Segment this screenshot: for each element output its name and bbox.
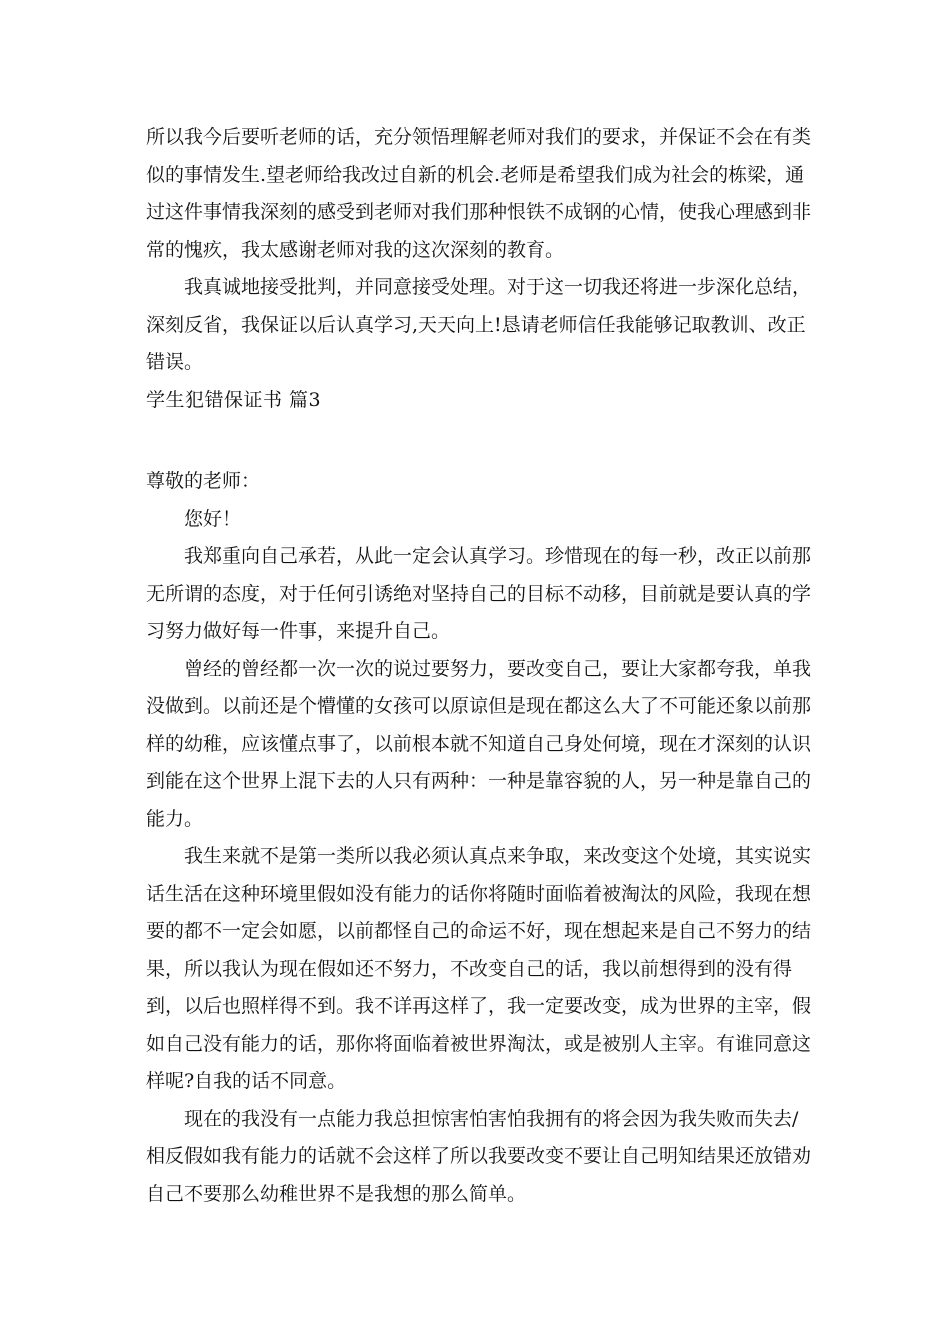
paragraph-6: 现在的我没有一点能力我总担惊害怕害怕我拥有的将会因为我失败而失去/相反假如我有能力的话就不会这样了所以我要改变不要让自己明知结果还放错劝自己不要那么幼稚世界不是我想的那么简单。	[146, 1107, 812, 1205]
greeting: 您好！	[184, 507, 242, 530]
salutation: 尊敬的老师：	[146, 470, 261, 492]
section-title: 学生犯错保证书 篇3	[146, 388, 322, 411]
section-spacer	[146, 419, 811, 463]
paragraph-3: 我郑重向自己承若，从此一定会认真学习。珍惜现在的每一秒，改正以前那无所谓的态度，对于任何引诱绝对坚持自己的目标不动移，目前就是要认真的学习努力做好每一件事，来提升自己。	[146, 545, 812, 642]
paragraph-1: 所以我今后要听老师的话，充分领悟理解老师对我们的要求，并保证不会在有类似的事情发生.望老师给我改过自新的机会.老师是希望我们成为社会的栋梁，通过这件事情我深刻的感受到老师对我们那种恨铁不成钢的心情，使我心理感到非常的愧疚，我太感谢老师对我的这次深刻的教育。	[146, 126, 812, 261]
document-body	[146, 119, 811, 1213]
paragraph-2: 我真诚地接受批判，并同意接受处理。对于这一切我还将进一步深化总结，深刻反省，我保证以后认真学习,天天向上!恳请老师信任我能够记取教训、改正错误。	[146, 276, 812, 373]
paragraph-5: 我生来就不是第一类所以我必须认真点来争取，来改变这个处境，其实说实话生活在这种环境里假如没有能力的话你将随时面临着被淘汰的风险，我现在想要的都不一定会如愿，以前都怪自己的命运不好，现在想起来是自己不努力的结果，所以我认为现在假如还不努力，不改变自己的话，我以前想得到的没有得到，以后也照样得不到。我不详再这样了，我一定要改变，成为世界的主宰，假如自己没有能力的话，那你将面临着被世界淘汰，或是被别人主宰。有谁同意这样呢?自我的话不同意。	[146, 845, 812, 1092]
paragraph-4: 曾经的曾经都一次一次的说过要努力，要改变自己，要让大家都夸我，单我没做到。以前还是个懵懂的女孩可以原谅但是现在都这么大了不可能还象以前那样的幼稚，应该懂点事了，以前根本就不知道自己身处何境，现在才深刻的认识到能在这个世界上混下去的人只有两种：一种是靠容貌的人，另一种是靠自己的能力。	[146, 657, 812, 830]
